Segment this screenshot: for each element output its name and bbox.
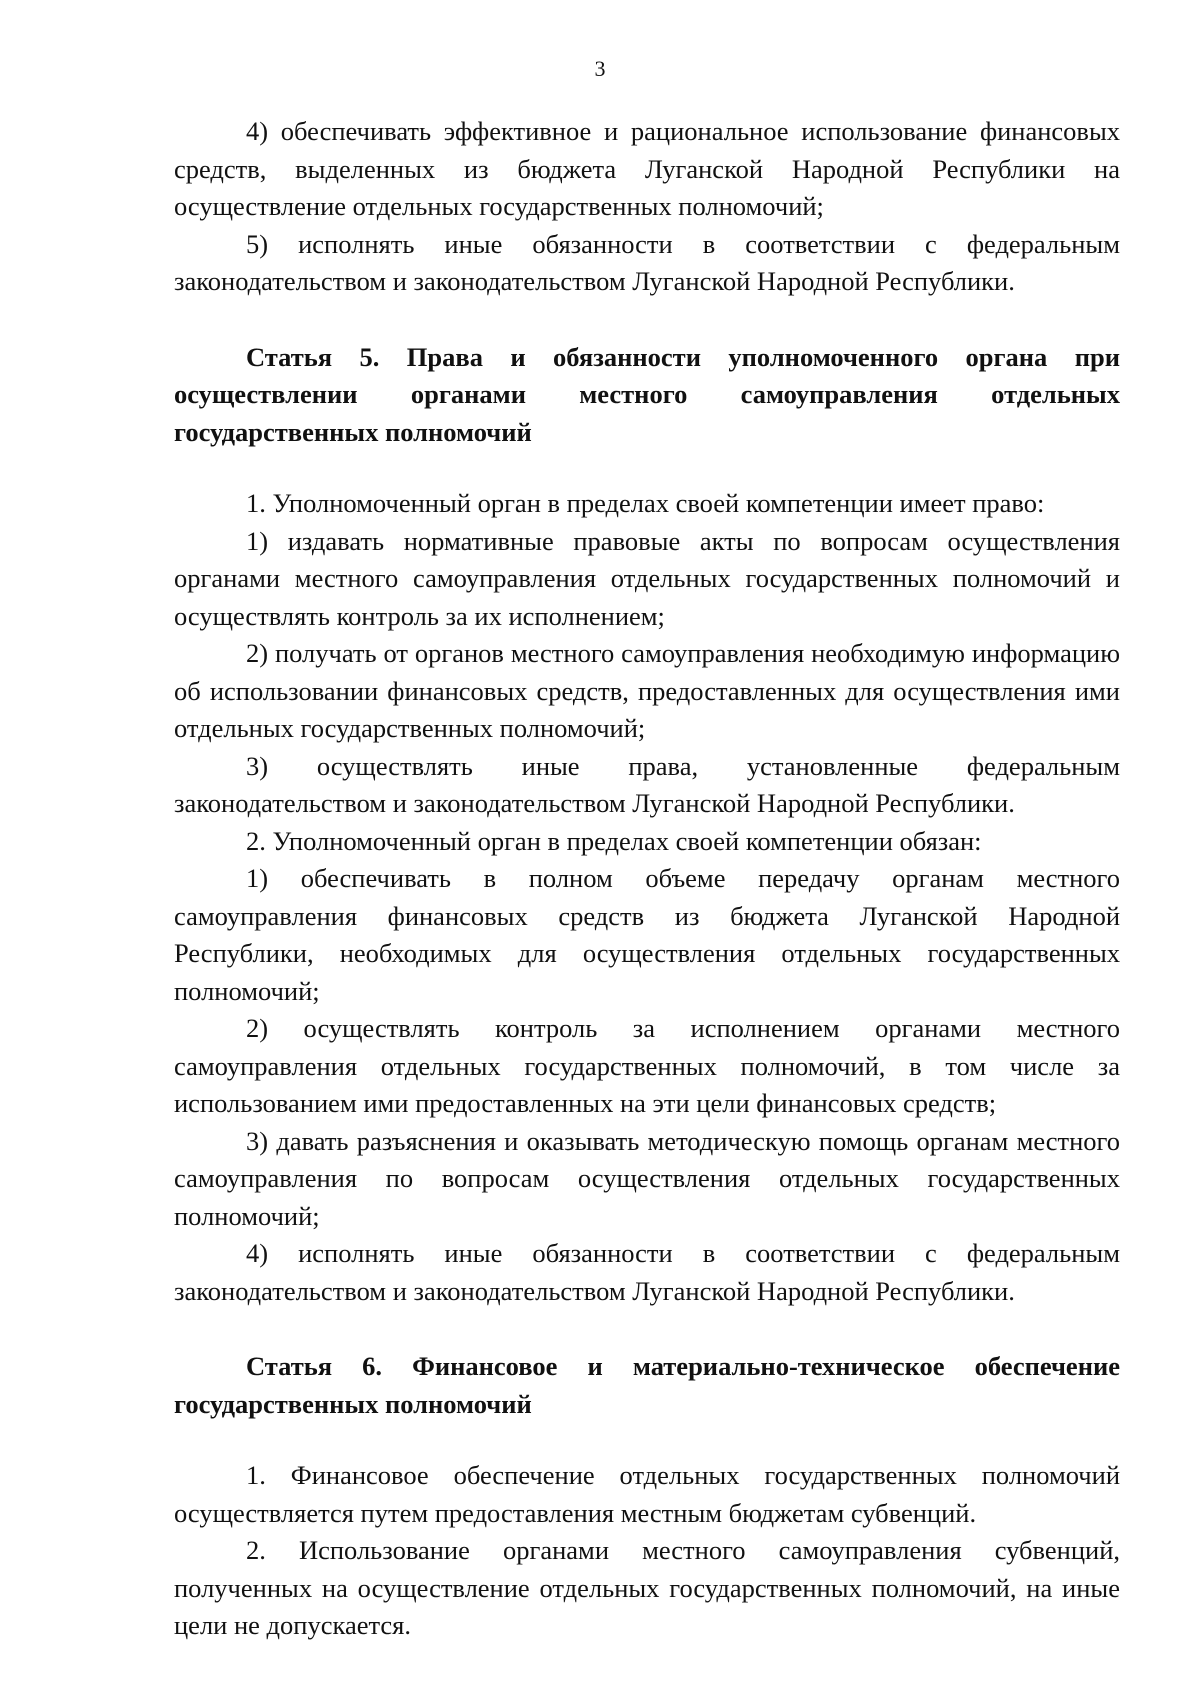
para-art6-part2: 2. Использование органами местного самоуправления субвенций, полученных на осуществление отдельных государственных полномочий, на иные цели не допускается. bbox=[174, 1535, 1120, 1640]
para-art5-part1-item2: 2) получать от органов местного самоуправления необходимую информацию об использовании финансовых средств, предоставленных для осуществления ими отдельных государственных полномочий; bbox=[174, 638, 1120, 743]
document-body bbox=[174, 113, 1120, 1645]
para-art5-part1-item3: 3) осуществлять иные права, установленные федеральным законодательством и законодательством Луганской Народной Республики. bbox=[174, 750, 1120, 818]
spacer bbox=[174, 1423, 1120, 1457]
article-5-heading: Статья 5. Права и обязанности уполномоченного органа при осуществлении органами местного самоуправления отдельных государственных полномочий bbox=[174, 341, 1120, 447]
para-art5-part2-item1: 1) обеспечивать в полном объеме передачу органам местного самоуправления финансовых средств из бюджета Луганской Народной Республики, необходимых для осуществления отдельных государственных полномочий; bbox=[174, 863, 1120, 1006]
para-art6-part1: 1. Финансовое обеспечение отдельных государственных полномочий осуществляется путем предоставления местным бюджетам субвенций. bbox=[174, 1460, 1120, 1528]
para-art5-part2-item2: 2) осуществлять контроль за исполнением органами местного самоуправления отдельных государственных полномочий, в том числе за использованием ими предоставленных на эти цели финансовых средств; bbox=[174, 1013, 1120, 1118]
article-6-heading: Статья 6. Финансовое и материально-техническое обеспечение государственных полномочий bbox=[174, 1351, 1120, 1419]
spacer bbox=[174, 1310, 1120, 1348]
para-art5-part2-item4: 4) исполнять иные обязанности в соответствии с федеральным законодательством и законодательством Луганской Народной Республики. bbox=[174, 1238, 1120, 1306]
para-art4-item4: 4) обеспечивать эффективное и рациональное использование финансовых средств, выделенных из бюджета Луганской Народной Республики на осуществление отдельных государственных полномочий; bbox=[174, 116, 1120, 221]
para-art5-part1-item1: 1) издавать нормативные правовые акты по вопросам осуществления органами местного самоуправления отдельных государственных полномочий и осуществлять контроль за их исполнением; bbox=[174, 525, 1120, 631]
spacer bbox=[174, 451, 1120, 485]
para-art5-part1: 1. Уполномоченный орган в пределах своей компетенции имеет право: bbox=[246, 488, 1045, 518]
para-art5-part2-item3: 3) давать разъяснения и оказывать методическую помощь органам местного самоуправления по вопросам осуществления отдельных государственных полномочий; bbox=[174, 1125, 1120, 1231]
spacer bbox=[174, 301, 1120, 339]
para-art5-part2: 2. Уполномоченный орган в пределах своей компетенции обязан: bbox=[246, 825, 982, 856]
page-number: 3 bbox=[594, 56, 606, 81]
para-art4-item5: 5) исполнять иные обязанности в соответствии с федеральным законодательством и законодательством Луганской Народной Республики. bbox=[174, 228, 1120, 296]
